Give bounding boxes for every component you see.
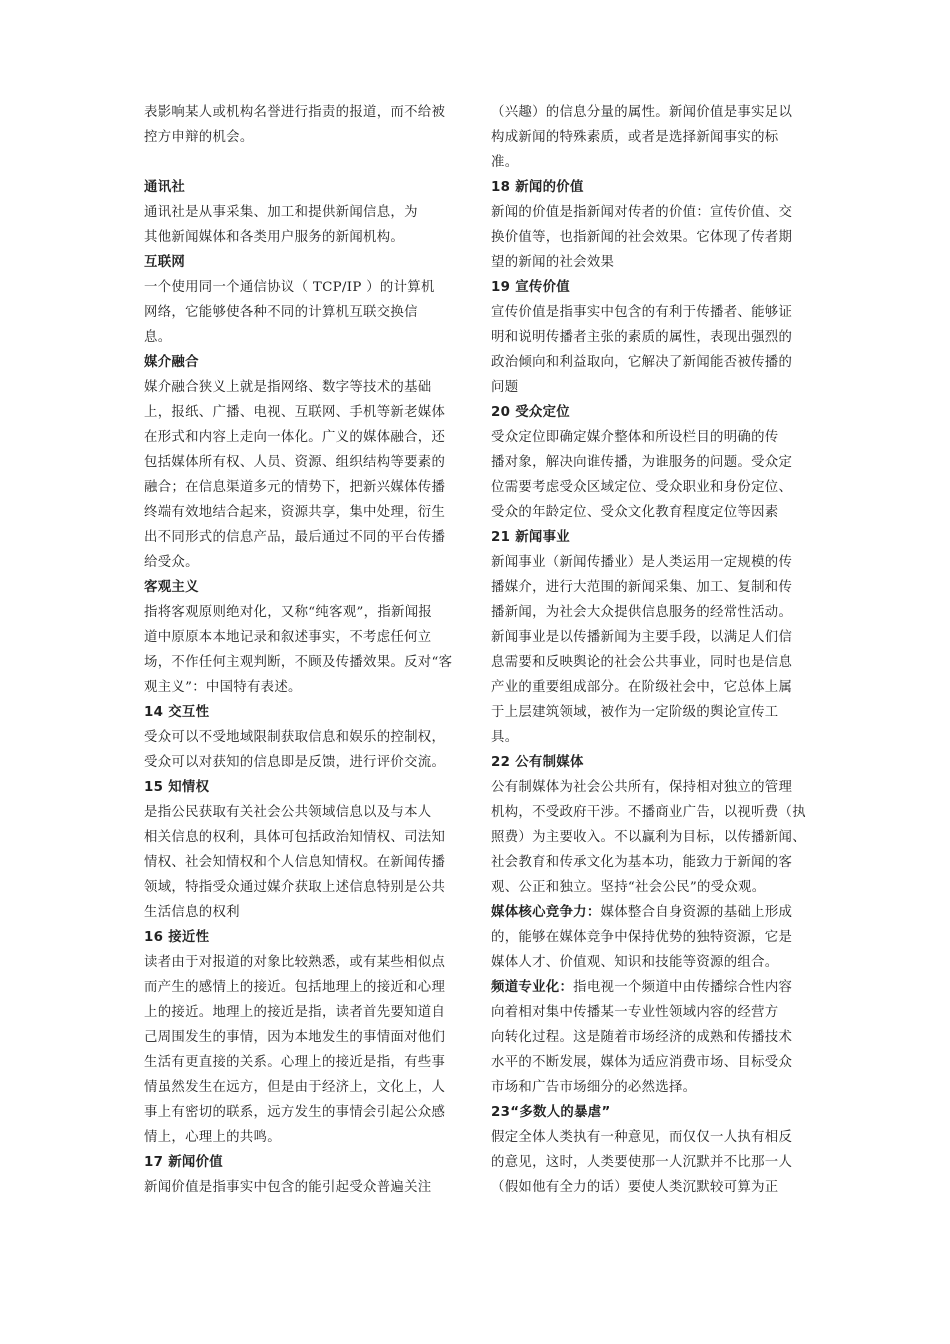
text-line: 终端有效地结合起来，资源共享，集中处理，衍生	[144, 505, 446, 520]
term-text: 媒体整合自身资源的基础上形成	[600, 905, 793, 920]
text-line: 具。	[491, 730, 519, 745]
term-heading: 媒体核心竞争力：	[491, 905, 601, 920]
text-line: 的意见，这时，人类要使那一人沉默并不比那一人	[491, 1155, 793, 1170]
text-line: 政治倾向和利益取向，它解决了新闻能否被传播的	[491, 355, 793, 370]
text-line: 网络，它能够使各种不同的计算机互联交换信	[144, 305, 418, 320]
text-line: 通讯社是从事采集、加工和提供新闻信息，为	[144, 205, 418, 220]
text-line: 在形式和内容上走向一体化。广义的媒体融合，还	[144, 430, 446, 445]
text-line: 宣传价值是指事实中包含的有利于传播者、能够证	[491, 305, 793, 320]
text-line: 上的接近。地理上的接近是指，读者首先要知道自	[144, 1005, 446, 1020]
left-column	[144, 100, 474, 1200]
text-line: 受众定位即确定媒介整体和所设栏目的明确的传	[491, 430, 779, 445]
text-line: 情权、社会知情权和个人信息知情权。在新闻传播	[144, 855, 446, 870]
section-heading: 22 公有制媒体	[491, 755, 584, 770]
term-text: 指电视一个频道中由传播综合性内容	[573, 980, 793, 995]
text-line: 而产生的感情上的接近。包括地理上的接近和心理	[144, 980, 446, 995]
text-line: 场，不作任何主观判断，不顾及传播效果。反对“客	[144, 655, 453, 670]
text-line: 受众的年龄定位、受众文化教育程度定位等因素	[491, 505, 779, 520]
text-line: 的，能够在媒体竞争中保持优势的独特资源，它是	[491, 930, 793, 945]
text-line: 控方申辩的机会。	[144, 130, 254, 145]
text-line: （兴趣）的信息分量的属性。新闻价值是事实足以	[491, 105, 793, 120]
text-line: 事上有密切的联系，远方发生的事情会引起公众感	[144, 1105, 446, 1120]
text-line: 观、公正和独立。坚持“社会公民”的受众观。	[491, 880, 766, 895]
text-line: 市场和广告市场细分的必然选择。	[491, 1080, 697, 1095]
text-line: 于上层建筑领域，被作为一定阶级的舆论宣传工	[491, 705, 779, 720]
text-line: 播媒介，进行大范围的新闻采集、加工、复制和传	[491, 580, 793, 595]
text-line: 融合；在信息渠道多元的情势下，把新兴媒体传播	[144, 480, 446, 495]
text-line: 观主义”：中国特有表述。	[144, 680, 302, 695]
section-heading: 通讯社	[144, 180, 186, 195]
text-line: 表影响某人或机构名誉进行指责的报道，而不给被	[144, 105, 446, 120]
text-line: 情上，心理上的共鸣。	[144, 1130, 281, 1145]
section-heading: 19 宣传价值	[491, 280, 570, 295]
text-line: 明和说明传播者主张的素质的属性，表现出强烈的	[491, 330, 793, 345]
text-line: 假定全体人类执有一种意见，而仅仅一人执有相反	[491, 1130, 793, 1145]
text-line: 其他新闻媒体和各类用户服务的新闻机构。	[144, 230, 405, 245]
term-heading: 频道专业化：	[491, 980, 574, 995]
text-line: 播对象，解决向谁传播，为谁服务的问题。受众定	[491, 455, 793, 470]
text-line: 准。	[491, 155, 519, 170]
text-line: 一个使用同一个通信协议（ TCP/IP ）的计算机	[144, 280, 435, 295]
text-line: 息需要和反映舆论的社会公共事业，同时也是信息	[491, 655, 793, 670]
text-line: 媒体人才、价值观、知识和技能等资源的组合。	[491, 955, 779, 970]
section-heading: 媒介融合	[144, 355, 199, 370]
text-line: 问题	[491, 380, 519, 395]
text-line: 位需要考虑受众区域定位、受众职业和身份定位、	[491, 480, 793, 495]
text-line: 受众可以不受地域限制获取信息和娱乐的控制权，	[144, 730, 446, 745]
text-line: 领域，特指受众通过媒介获取上述信息特别是公共	[144, 880, 446, 895]
text-line: 道中原原本本地记录和叙述事实，不考虑任何立	[144, 630, 432, 645]
text-line: 相关信息的权利，具体可包括政治知情权、司法知	[144, 830, 446, 845]
text-line: 新闻事业（新闻传播业）是人类运用一定规模的传	[491, 555, 793, 570]
text-line: 社会教育和传承文化为基本功，能致力于新闻的客	[491, 855, 793, 870]
text-line: 媒介融合狭义上就是指网络、数字等技术的基础	[144, 380, 432, 395]
text-line: 构成新闻的特殊素质，或者是选择新闻事实的标	[491, 130, 779, 145]
text-line: 出不同形式的信息产品，最后通过不同的平台传播	[144, 530, 446, 545]
text-line	[491, 975, 821, 1000]
text-line: 给受众。	[144, 555, 199, 570]
section-heading: 23“多数人的暴虐”	[491, 1105, 611, 1120]
text-line: 水平的不断发展，媒体为适应消费市场、目标受众	[491, 1055, 793, 1070]
text-line: 新闻的价值是指新闻对传者的价值：宣传价值、交	[491, 205, 793, 220]
section-heading: 20 受众定位	[491, 405, 570, 420]
text-line: 向着相对集中传播某一专业性领域内容的经营方	[491, 1005, 779, 1020]
text-line: 新闻事业是以传播新闻为主要手段，以满足人们信	[491, 630, 793, 645]
right-column	[491, 100, 821, 1200]
text-line: 受众可以对获知的信息即是反馈，进行评价交流。	[144, 755, 446, 770]
section-heading: 14 交互性	[144, 705, 210, 720]
text-line: 读者由于对报道的对象比较熟悉，或有某些相似点	[144, 955, 446, 970]
text-line: 照费）为主要收入。不以赢利为目标，以传播新闻、	[491, 830, 806, 845]
section-heading: 互联网	[144, 255, 186, 270]
text-line: 产业的重要组成部分。在阶级社会中，它总体上属	[491, 680, 793, 695]
text-line: 生活有更直接的关系。心理上的接近是指，有些事	[144, 1055, 446, 1070]
text-line: 公有制媒体为社会公共所有，保持相对独立的管理	[491, 780, 793, 795]
text-line: 息。	[144, 330, 172, 345]
text-line: 生活信息的权利	[144, 905, 240, 920]
section-heading: 15 知情权	[144, 780, 210, 795]
text-line: 望的新闻的社会效果	[491, 255, 615, 270]
section-heading: 客观主义	[144, 580, 199, 595]
section-heading: 16 接近性	[144, 930, 210, 945]
text-line: 机构，不受政府干涉。不播商业广告，以视听费（执	[491, 805, 806, 820]
text-line: 包括媒体所有权、人员、资源、组织结构等要素的	[144, 455, 446, 470]
text-line: 指将客观原则绝对化，又称“纯客观”，指新闻报	[144, 605, 433, 620]
text-line: 换价值等，也指新闻的社会效果。它体现了传者期	[491, 230, 793, 245]
text-line: 是指公民获取有关社会公共领域信息以及与本人	[144, 805, 432, 820]
text-line: 上，报纸、广播、电视、互联网、手机等新老媒体	[144, 405, 446, 420]
spacer	[144, 150, 474, 175]
text-line: 新闻价值是指事实中包含的能引起受众普遍关注	[144, 1180, 432, 1195]
text-line	[491, 900, 821, 925]
section-heading: 17 新闻价值	[144, 1155, 223, 1170]
text-line: 情虽然发生在远方，但是由于经济上，文化上，人	[144, 1080, 446, 1095]
text-line: （假如他有全力的话）要使人类沉默较可算为正	[491, 1180, 779, 1195]
section-heading: 18 新闻的价值	[491, 180, 584, 195]
text-line: 己周围发生的事情，因为本地发生的事情面对他们	[144, 1030, 446, 1045]
text-line: 播新闻，为社会大众提供信息服务的经常性活动。	[491, 605, 793, 620]
section-heading: 21 新闻事业	[491, 530, 570, 545]
text-line: 向转化过程。这是随着市场经济的成熟和传播技术	[491, 1030, 793, 1045]
